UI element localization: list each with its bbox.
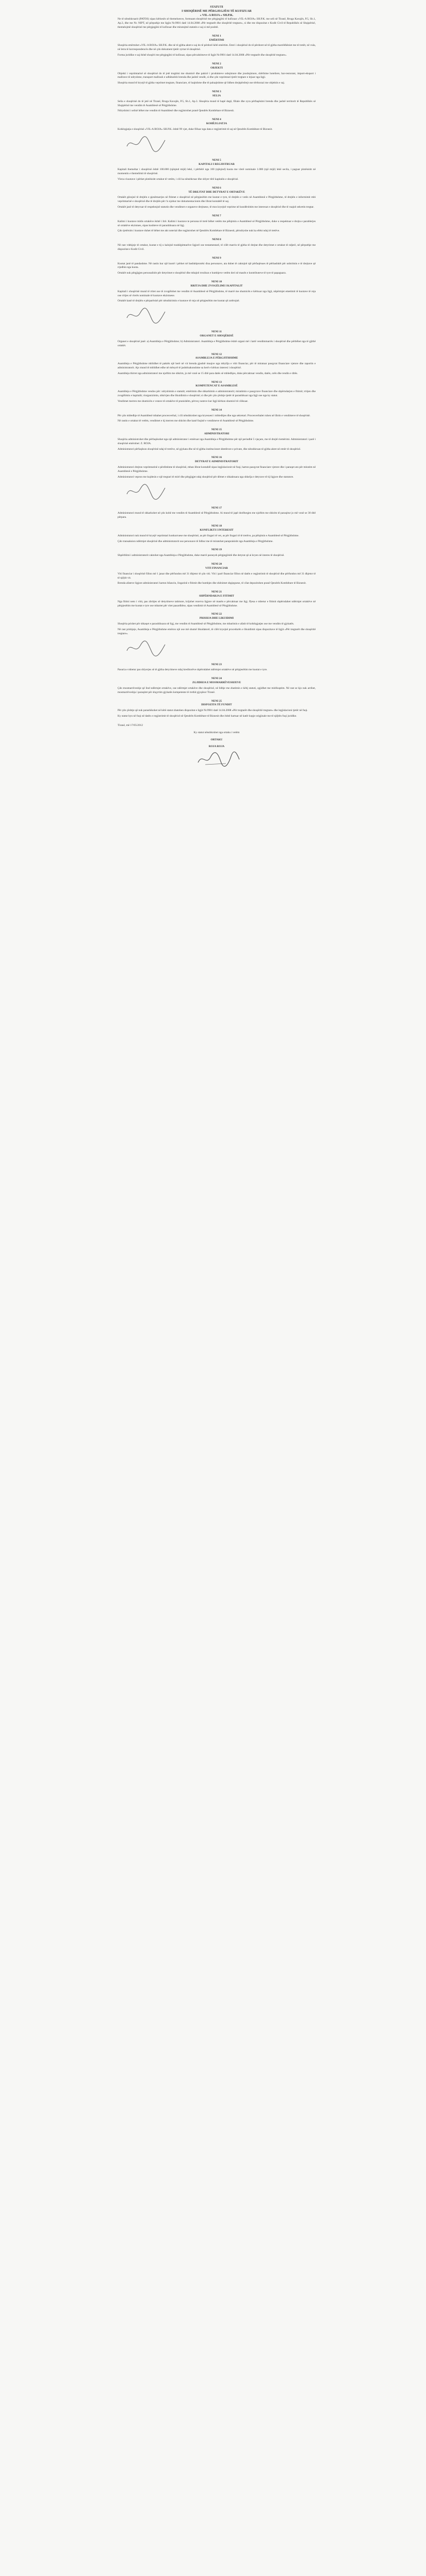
article-number: NENI 8	[212, 238, 221, 242]
article-heading	[118, 330, 316, 338]
article-subtitle: ASAMBLEJA E PËRGJITHSHME	[195, 357, 238, 360]
article-paragraph: Administratori nuk mund të kryejë veprimtari konkurruese me shoqërinë, as për llogari të vet, as për llogari të të tretëve, pa pëlqimin e Asamblesë së Përgjithshme.	[118, 534, 299, 537]
document-title	[118, 5, 316, 18]
article-heading	[118, 563, 316, 571]
article-heading	[118, 677, 316, 685]
article-paragraph: Kuotat janë të pandashme. Në rastin kur një kuotë i përket në bashkëpronësi disa personave, ata duhet të caktojnë një përfaqësues të përbashkët për ushtrimin e të drejtave që rrjedhin nga kuota.	[118, 262, 316, 269]
article-subtitle: ZGJIDHJA E MOSMARRËVESHJEVE	[192, 681, 241, 685]
article-heading	[118, 214, 316, 218]
article-paragraph: Administratori vepron me kujdesin e një tregtari të mirë dhe përgjigjet ndaj shoqërisë për dëmet e shkaktuara nga shkelja e detyrave të tij ligjore dhe statutore.	[118, 475, 294, 479]
closing-text: Ky statut nënshkruhet nga ortaku i vetëm	[193, 731, 240, 734]
title-line-3: « VIL-A ROJA » SH.P.K.	[200, 14, 234, 18]
article-heading	[118, 548, 316, 552]
article-number: NENI 19	[211, 548, 222, 552]
article-heading	[118, 238, 316, 242]
article-number: NENI 11	[211, 330, 222, 334]
articles	[118, 35, 316, 719]
article-number: NENI 3	[212, 90, 221, 94]
article-number: NENI 25	[211, 699, 222, 703]
article-paragraph: Shpërblimi i administratorit caktohet nga Asambleja e Përgjithshme, duke marrë parasysh përgjegjësitë dhe detyrat që ai kryen në interes të shoqërisë.	[118, 554, 285, 557]
page-signature-area	[118, 133, 316, 154]
article-heading	[118, 700, 316, 708]
article-heading	[118, 506, 316, 511]
article-subtitle: KOMPETENCAT E ASAMBLESË	[195, 384, 238, 388]
handwritten-signature	[195, 750, 241, 768]
title-line-1: STATUTI	[210, 6, 223, 9]
article-paragraph: Administratori mund të shkarkohet në çdo kohë me vendim të Asamblesë së Përgjithshme. Ai mund të japë dorëheqjen me njoftim me shkrim të paraqitur jo më vonë se 30 ditë përpara.	[118, 512, 316, 519]
article-subtitle: OBJEKTI	[210, 66, 223, 70]
article-paragraph: Nga fitimi neto i vitit, pas zbritjes së detyrimeve tatimore, krijohet rezerva ligjore në masën e përcaktuar me ligj. Pjesa e mbetur e fitimit shpërndahet ndërmjet ortakëve në përpjesëtim me kuotat e tyre ose mbartet për vitet pasardhëse, sipas vendimit të Asamblesë së Përgjithshme.	[118, 600, 316, 607]
handwritten-initials	[123, 135, 169, 152]
final-signature-area	[118, 749, 316, 770]
article-heading	[118, 524, 316, 533]
article-number: NENI 22	[211, 613, 222, 616]
article-paragraph: Asambleja e Përgjithshme mblidhet të paktën një herë në vit brenda gjashtë muajve nga mbyllja e vitit financiar, për të miratuar pasqyrat financiare vjetore dhe raportin e administratorit. Ajo mund të mblidhet edhe në mënyrë të jashtëzakonshme sa herë e kërkon interesi i shoqërisë.	[118, 362, 316, 369]
article-number: NENI 4	[212, 118, 221, 122]
page-signature-area	[118, 481, 316, 502]
article-paragraph: Kohëzgjatja e shoqërisë «VIL-A ROJA» SH.P.K. është 99 vjet, duke filluar nga data e regjistrimit të saj në Qendrën Kombëtare të Biznesit.	[118, 127, 273, 131]
article-subtitle: EMËRTIMI	[209, 38, 224, 42]
article-heading	[118, 590, 316, 599]
article-heading	[118, 118, 316, 126]
article-subtitle: KONFLIKTI I INTERESIT	[200, 528, 234, 532]
page-signature-area	[118, 638, 316, 658]
article-number: NENI 2	[212, 62, 221, 65]
article-number: NENI 9	[212, 256, 221, 260]
article-number: NENI 10	[211, 280, 222, 284]
article-paragraph: Shoqëria mund të kryejë të gjitha veprimet tregtare, financiare, të luajtshme dhe të paluajtshme që lidhen drejtpërdrejt ose tërthorazi me objektin e saj.	[118, 81, 285, 85]
article-paragraph: Në rast vdekjeje të ortakut, kuotat e tij u kalojnë trashëgimtarëve ligjorë ose testamentarë, të cilët marrin të gjitha të drejtat dhe detyrimet e ortakut të ndjerë, në përputhje me dispozitat e Kodit Civil.	[118, 244, 316, 251]
article-subtitle: ADMINISTRATORI	[204, 432, 230, 436]
article-paragraph: Vendimet merren me shumicën e votave të ortakëve të pranishëm, përveç rasteve kur ligji kërkon shumicë të cilësuar.	[118, 399, 249, 403]
article-number: NENI 1	[212, 34, 221, 38]
article-subtitle: TË DREJTAT DHE DETYRAT E ORTAKËVE	[188, 190, 245, 194]
article-paragraph: Shoqëria administrohet dhe përfaqësohet nga një administrator i emëruar nga Asambleja e Përgjithshme për një periudhë 5 vjeçare, me të drejtë riemërimi. Administratori i parë i shoqërisë emërohet: Z. ROJA.	[118, 437, 316, 445]
article-heading	[118, 456, 316, 464]
article-paragraph: Brenda afateve ligjore administratori harton bilancin, llogarinë e fitimit dhe humbjes dhe shënimet shpjeguese, të cilat depozitohen pranë Qendrës Kombëtare të Biznesit.	[118, 582, 306, 585]
intro-paragraph: Ne të nënshkruarit (PATOS) sipas kërkesës së themeluesve, formuam shoqërinë me përgjegjësi të kufizuar «VIL-A ROJA» SH.P.K. me seli në Tiranë, Rruga Kavajës, P.5, Sh.1, Ap.3, dhe me Nr. NIPT, në përputhje me ligjin Nr.9901 datë 14.04.2008 «Për tregtarët dhe shoqëritë tregtare», si dhe me dispozitat e Kodit Civil të Republikës së Shqipërisë, themelojmë shoqërinë me përgjegjësi të kufizuar dhe miratojmë statutin e saj si më poshtë.	[118, 18, 316, 29]
article-heading	[118, 663, 316, 667]
article-heading	[118, 409, 316, 413]
article-paragraph: Selia e shoqërisë do të jetë në Tiranë, Rruga Kavajës, P.5, Sh.1, Ap.3. Shoqëria mund të hapë degë, filiale dhe zyra përfaqësimi brenda dhe jashtë territorit të Republikës së Shqipërisë me vendim të Asamblesë së Përgjithshme.	[118, 99, 316, 107]
article-subtitle: ORGANET E SHOQËRISË	[200, 334, 234, 338]
article-heading	[118, 187, 316, 195]
article-subtitle: DISPOZITA TË FUNDIT	[201, 703, 232, 707]
handwritten-initials	[123, 483, 169, 500]
article-paragraph: Administratori drejton veprimtarinë e përditshme të shoqërisë, mban librat kontabël sipas legjislacionit në fuqi, harton pasqyrat financiare vjetore dhe i paraqet ato për miratim në Asamblenë e Përgjithshme.	[118, 466, 316, 473]
title-line-2: I SHOQËRISË ME PËRGJEGJËSI TË KUFIZUAR	[182, 10, 252, 13]
handwritten-initials	[123, 639, 169, 657]
article-paragraph: Shoqëria emërtohet «VIL-A ROJA» SH.P.K. dhe në të gjitha aktet e saj do të përdorë këtë emërtim. Emri i shoqërisë do të përdoret në të gjitha marrëdhëniet me të tretët, në vula, në letra të korrespondencës dhe në çdo dokument tjetër zyrtar të shoqërisë.	[118, 44, 316, 52]
signatory-label: ORTAKU	[210, 738, 223, 741]
article-number: NENI 17	[211, 506, 222, 510]
article-paragraph: Ky statut hyn në fuqi në datën e regjistrimit të shoqërisë në Qendrën Kombëtare të Biznesit dhe është hartuar në katër kopje origjinale me të njëjtën fuqi juridike.	[118, 715, 297, 718]
signatory-name: ROJA ROJA	[208, 745, 225, 749]
article-heading	[118, 428, 316, 436]
article-heading	[118, 159, 316, 167]
article-paragraph: Çdo mosmarrëveshje që lind ndërmjet ortakëve, ose ndërmjet ortakëve dhe shoqërisë, në lidhje me zbatimin e këtij statuti, zgjidhet me mirëkuptim. Në rast se kjo nuk arrihet, mosmarrëveshja i paraqitet për shqyrtim gjykatës kompetente të rrethit gjyqësor Tiranë.	[118, 686, 316, 694]
article-subtitle: PRISHJA DHE LIKUIDIMI	[199, 617, 234, 620]
article-paragraph: Për çdo mbledhje të Asamblesë mbahet procesverbal, i cili nënshkruhet nga kryesuesi i mbledhjes dhe nga sekretari. Procesverbalet ruhen në librin e vendimeve të shoqërisë.	[118, 414, 310, 417]
article-paragraph: Asambleja e Përgjithshme vendos për: ndryshimin e statutit; emërimin dhe shkarkimin e administratorit; miratimin e pasqyrave financiare dhe shpërndarjen e fitimit; rritjen dhe zvogëlimin e kapitalit; riorganizimin, shkrirjen dhe likuidimin e shoqërisë; si dhe për çdo çështje tjetër të parashikuar nga ligji ose nga ky statut.	[118, 390, 316, 398]
article-heading	[118, 280, 316, 289]
article-paragraph: Forma juridike e saj është shoqëri me përgjegjësi të kufizuar, sipas përcaktimeve të ligjit Nr.9901 datë 14.04.2008 «Për tregtarët dhe shoqëritë tregtare».	[118, 54, 287, 57]
article-number: NENI 24	[211, 677, 222, 681]
article-number: NENI 15	[211, 428, 222, 432]
article-heading	[118, 381, 316, 389]
article-paragraph: Vlera e kuotave i përket plotësisht ortakut të vetëm, i cili ka nënshkruar dhe shlyer tërë kapitalin e shoqërisë.	[118, 177, 239, 181]
article-subtitle: SHPËRNDARJA E FITIMIT	[199, 594, 234, 598]
article-subtitle: RRITJA DHE ZVOGËLIMI I KAPITALIT	[190, 284, 243, 287]
article-number: NENI 18	[211, 524, 222, 528]
article-paragraph: Ortakët janë të detyruar të respektojnë statutin dhe vendimet e organeve drejtuese, të mos kryejnë veprime në kundërshtim me interesat e shoqërisë dhe të ruajnë sekretin tregtar.	[118, 206, 314, 209]
article-paragraph: Në rast prishjeje, Asambleja e Përgjithshme emëron një ose më shumë likuidatorë, të cilët kryejnë procedurën e likuidimit sipas dispozitave të ligjit «Për tregtarët dhe shoqëritë tregtare».	[118, 628, 316, 635]
article-paragraph: Çdo tjetërsim i kuotave duhet të bëhet me akt noterial dhe regjistrohet në Qendrën Kombëtare të Biznesit, përndryshe nuk ka efekt ndaj të tretëve.	[118, 229, 280, 233]
article-number: NENI 16	[211, 456, 222, 460]
article-paragraph: Organet e shoqërisë janë: a) Asambleja e Përgjithshme; b) Administratori. Asambleja e Përgjithshme është organi më i lartë vendimmarrës i shoqërisë dhe përbëhet nga të gjithë ortakët.	[118, 340, 316, 347]
article-paragraph: Ortakët nuk përgjigjen personalisht për detyrimet e shoqërisë dhe mbajnë rrezikun e humbjeve vetëm deri në masën e kontributeve të tyre të papaguara.	[118, 272, 286, 275]
article-number: NENI 13	[211, 380, 222, 384]
article-subtitle: DETYRAT E ADMINISTRATORIT	[194, 460, 239, 464]
article-paragraph: Kapitali themeltar i shoqërisë është 100.000 (njëqind mijë) lekë, i përbërë nga 100 (njëqind) kuota me vlerë nominale 1.000 (një mijë) lekë secila, i paguar plotësisht në momentin e themelimit të shoqërisë.	[118, 168, 316, 176]
article-number: NENI 21	[211, 590, 222, 594]
handwritten-initials	[123, 307, 169, 324]
article-paragraph: Pasuria e mbetur pas shlyerjes së të gjitha detyrimeve ndaj kreditorëve shpërndahet ndërmjet ortakëve në përpjesëtim me kuotat e tyre.	[118, 668, 268, 672]
article-paragraph: Kapitali i shoqërisë mund të rritet ose të zvogëlohet me vendim të Asamblesë së Përgjithshme, të marrë me shumicën e kërkuar nga ligji, nëpërmjet emetimit të kuotave të reja ose rritjes së vlerës nominale të kuotave ekzistuese.	[118, 290, 316, 297]
article-number: NENI 12	[211, 352, 222, 356]
article-subtitle: KOHËZGJATJA	[206, 122, 227, 126]
article-paragraph: Çdo transaksion ndërmjet shoqërisë dhe administratorit ose personave të lidhur me të miratohet paraprakisht nga Asambleja e Përgjithshme.	[118, 539, 273, 543]
article-paragraph: Ndryshimi i selisë bëhet me vendim të Asamblesë dhe regjistrohet pranë Qendrës Kombëtare të Biznesit.	[118, 109, 235, 113]
page-signature-area	[118, 305, 316, 326]
article-number: NENI 7	[212, 214, 221, 217]
article-paragraph: Ortakët gëzojnë të drejtën e pjesëmarrjes në fitimet e shoqërisë në përpjesëtim me kuotat e tyre, të drejtën e votës në Asamblenë e Përgjithshme, të drejtën e informimit mbi veprimtarinë e shoqërisë dhe të drejtën për t'u njohur me dokumentacionin dhe librat kontabël të saj.	[118, 196, 316, 204]
article-heading	[118, 613, 316, 621]
article-subtitle: SELIA	[212, 94, 221, 97]
place-date: Tiranë, më 17/05/2012	[118, 723, 143, 727]
article-number: NENI 23	[211, 663, 222, 666]
article-heading	[118, 62, 316, 71]
article-paragraph: Objekti i veprimtarisë së shoqërisë do të jetë tregtimi me shumicë dhe pakicë i produkteve ushqimore dhe joushqimore, shërbime hoteliere, bar-restorant, import-eksport i mallrave të ndryshme, transport mallrash e udhëtarësh brenda dhe jashtë vendit, si dhe çdo veprimtari tjetër tregtare e lejuar nga ligji.	[118, 72, 316, 79]
article-paragraph: Shoqëria prishet për shkaqet e parashikuara në ligj, me vendim të Asamblesë së Përgjithshme, me mbarimin e afatit të kohëzgjatjes ose me vendim të gjykatës.	[118, 622, 294, 626]
article-heading	[118, 353, 316, 361]
article-number: NENI 5	[212, 158, 221, 162]
article-paragraph: Për çdo çështje që nuk parashikohet në këtë statut zbatohen dispozitat e ligjit Nr.9901 datë 14.04.2008 «Për tregtarët dhe shoqëritë tregtare» dhe legjislacioni tjetër në fuqi.	[118, 709, 308, 713]
article-paragraph: Administratori përfaqëson shoqërinë ndaj të tretëve, në gjykata dhe në të gjitha institucionet shtetërore e private, dhe nënshkruan të gjitha aktet në emër të shoqërisë.	[118, 447, 301, 451]
article-subtitle: KAPITALI I REGJISTRUAR	[199, 162, 235, 166]
article-paragraph: Ortakët kanë të drejtën e përparësisë për nënshkrimin e kuotave të reja në përpjesëtim me kuotat që zotërojnë.	[118, 299, 240, 303]
article-heading	[118, 257, 316, 261]
article-number: NENI 6	[212, 186, 221, 190]
article-paragraph: Kalimi i kuotave midis ortakëve është i lirë. Kalimi i kuotave te persona të tretë bëhet vetëm me pëlqimin e Asamblesë së Përgjithshme, duke u respektuar e drejta e parablerjes së ortakëve ekzistues, sipas kushteve të parashikuara në ligj.	[118, 219, 316, 227]
article-paragraph: Asambleja thirret nga administratori me njoftim me shkrim, jo më vonë se 15 ditë para datës së mbledhjes, duke përcaktuar vendin, datën, orën dhe rendin e ditës.	[118, 371, 298, 375]
statute-document	[118, 5, 316, 770]
article-heading	[118, 90, 316, 98]
article-paragraph: Viti financiar i shoqërisë fillon më 1 janar dhe përfundon më 31 dhjetor të çdo viti. Viti i parë financiar fillon në datën e regjistrimit të shoqërisë dhe përfundon më 31 dhjetor të të njëjtit vit.	[118, 572, 316, 580]
article-heading	[118, 35, 316, 43]
article-paragraph: Në rastin e ortakut të vetëm, vendimet e tij merren me shkrim dhe kanë fuqinë e vendimeve të Asamblesë së Përgjithshme.	[118, 419, 254, 423]
article-subtitle: VITI FINANCIAR	[205, 566, 228, 570]
article-number: NENI 14	[211, 408, 222, 412]
article-number: NENI 20	[211, 563, 222, 566]
